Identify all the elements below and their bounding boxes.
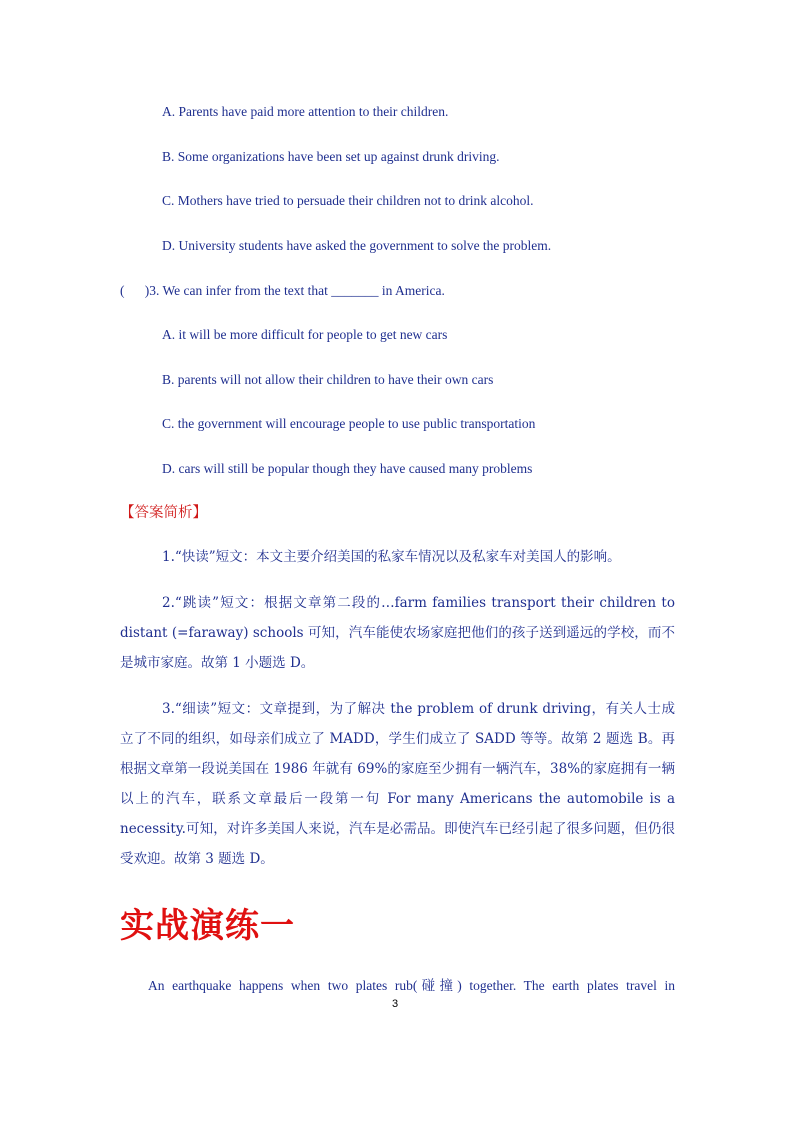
question3-option-a: A. it will be more difficult for people to get new cars	[162, 327, 448, 342]
question3-stem: ( )3. We can infer from the text that _______ in America.	[120, 283, 445, 298]
page-number: 3	[392, 998, 399, 1010]
analysis-point-2: 2.“跳读”短文：根据文章第二段的…farm families transport their children to distant (=faraway) schools 可知，汽车能使农场家庭把他们的孩子送到遥远的学校，而不是城市家庭。故第 1 小题选 D。	[120, 595, 675, 671]
question2-option-c: C. Mothers have tried to persuade their children not to drink alcohol.	[162, 193, 534, 208]
question3-option-d: D. cars will still be popular though they have caused many problems	[162, 461, 533, 476]
section-title: 实战演练一	[120, 906, 295, 946]
analysis-point-3: 3.“细读”短文：文章提到，为了解决 the problem of drunk driving，有关人士成立了不同的组织，如母亲们成立了 MADD，学生们成立了 SADD 等等。故第 2 题选 B。再根据文章第一段说美国在 1986 年就有 69%的家庭至少拥有一辆汽车，38%的家庭拥有一辆以上的汽车，联系文章最后一段第一句 For many Americans the automobile is a necessity.可知，对许多美国人来说，汽车是必需品。即使汽车已经引起了很多问题，但仍很受欢迎。故第 3 题选 D。	[120, 701, 675, 867]
question3-option-b: B. parents will not allow their children to have their own cars	[162, 372, 494, 387]
question2-option-a: A. Parents have paid more attention to their children.	[162, 104, 449, 119]
question2-option-d: D. University students have asked the government to solve the problem.	[162, 238, 552, 253]
analysis-heading: 【答案简析】	[120, 505, 207, 521]
question2-option-b: B. Some organizations have been set up against drunk driving.	[162, 149, 500, 164]
passage-first-line: An earthquake happens when two plates rub(碰撞) together. The earth plates travel in	[148, 978, 675, 993]
analysis-point-1: 1.“快读”短文：本文主要介绍美国的私家车情况以及私家车对美国人的影响。	[162, 549, 621, 565]
analysis-body	[120, 542, 675, 874]
question3-option-c: C. the government will encourage people to use public transportation	[162, 416, 536, 431]
